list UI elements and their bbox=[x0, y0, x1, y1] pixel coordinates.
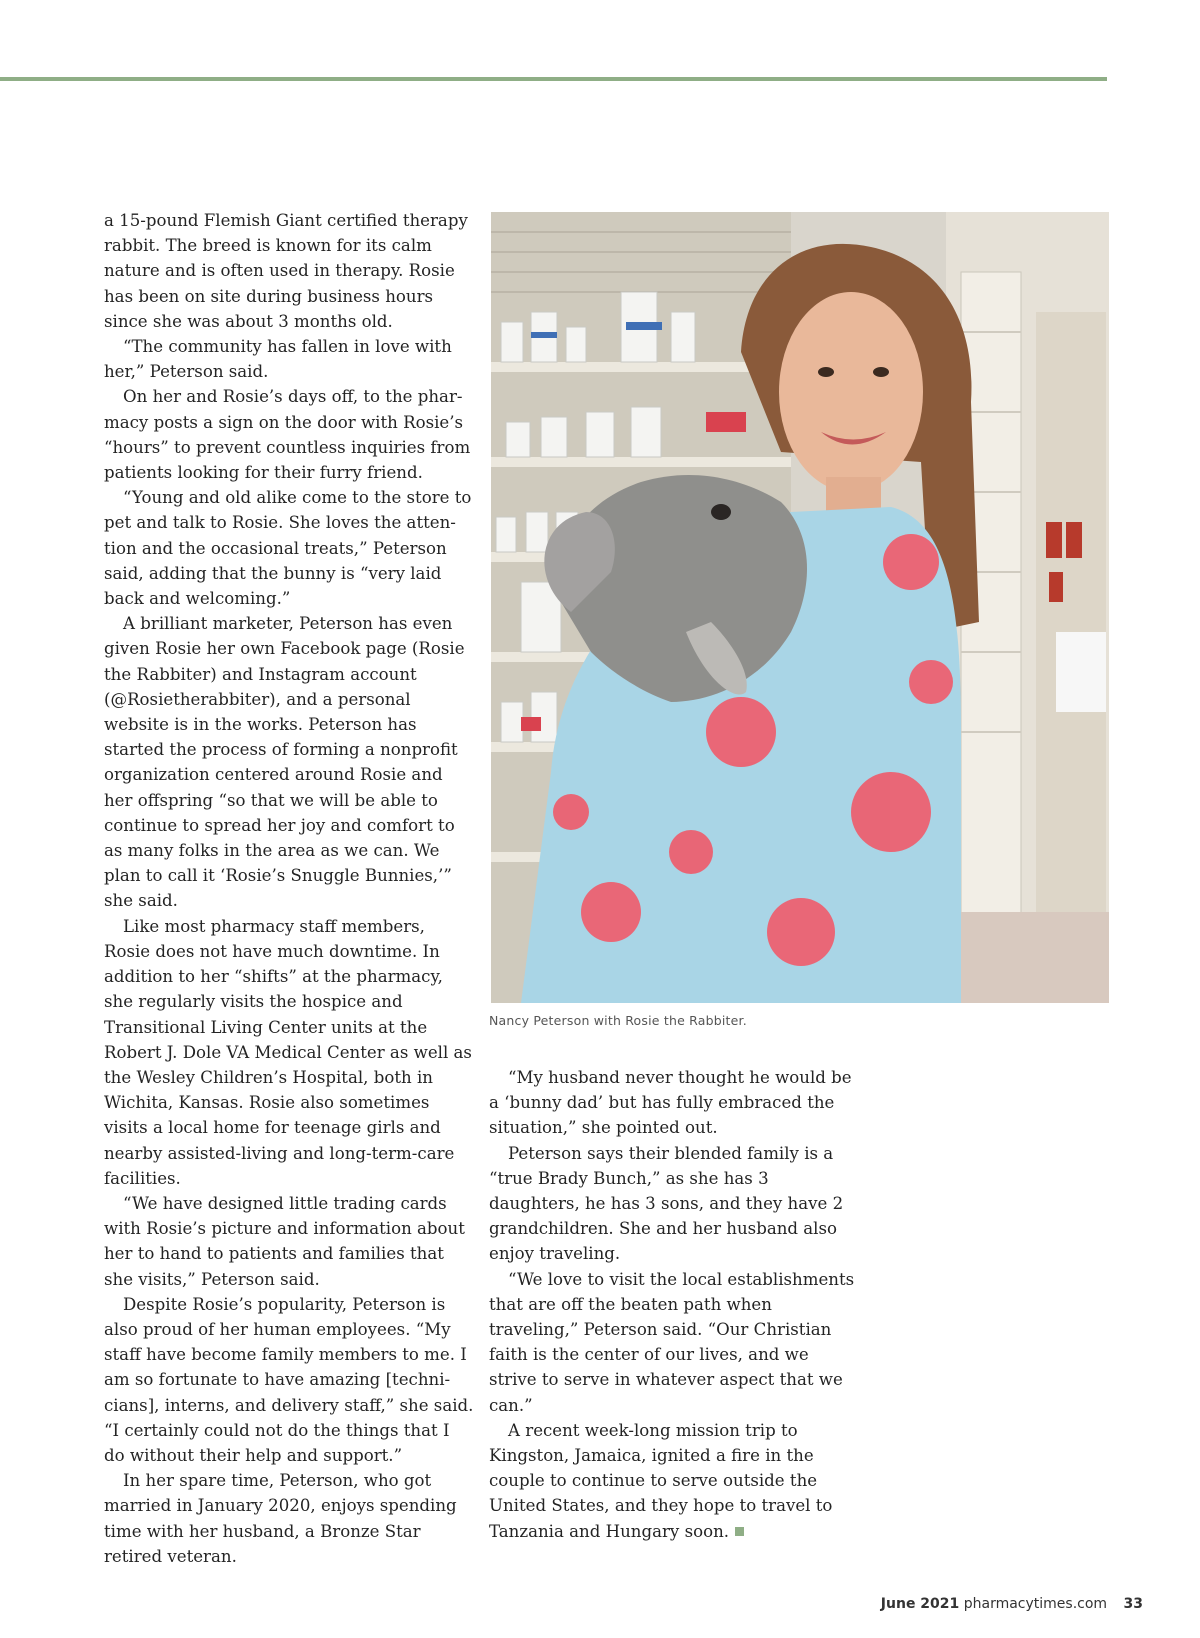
top-rule bbox=[0, 77, 1107, 81]
paragraph: Like most pharmacy staff members, Rosie does not have much downtime. In addition to her “shifts” at the pharmacy, she regularly visits the hospice and Transitional Living Center units at the Robert J. Dole VA Medical Center as well as the Wesley Children’s Hospital, both in Wichita, Kansas. Rosie also sometimes visits a local home for teenage girls and nearby assisted-living and long-term-care facilities. bbox=[104, 916, 472, 1188]
issue-date: June 2021 bbox=[880, 1596, 960, 1612]
paragraph: “We have designed little trading cards with Rosie’s picture and information about her to hand to patients and families that she visits,” Peterson said. bbox=[104, 1193, 465, 1289]
page-number: 33 bbox=[1123, 1596, 1143, 1612]
paragraph: “The community has fallen in love with her,” Peterson said. bbox=[104, 337, 452, 382]
paragraph bbox=[489, 1418, 859, 1544]
article-column-right bbox=[489, 1065, 859, 1544]
site-name: pharmacytimes.com bbox=[963, 1596, 1108, 1612]
end-mark-icon bbox=[735, 1527, 744, 1536]
paragraph: “We love to visit the local establishments that are off the beaten path when traveling,” Peterson said. “Our Christian faith is the center of our lives, and we strive to serve in whatever aspect that we can.” bbox=[489, 1269, 855, 1415]
page-footer bbox=[881, 1596, 1143, 1612]
paragraph: “Young and old alike come to the store to pet and talk to Rosie. She loves the attention and the occasional treats,” Peterson said, adding that the bunny is “very laid back and welcoming.” bbox=[104, 488, 472, 609]
photo-caption: Nancy Peterson with Rosie the Rabbiter. bbox=[489, 1013, 747, 1028]
paragraph: a 15-pound Flemish Giant certified therapy rabbit. The breed is known for its calm nature and is often used in therapy. Rosie has been on site during business hours since she was about 3 months old. bbox=[104, 211, 468, 331]
paragraph: On her and Rosie’s days off, to the pharmacy posts a sign on the door with Rosie’s “hours” to prevent countless inquiries from patients looking for their furry friend. bbox=[104, 387, 471, 483]
paragraph-text: A recent week-long mission trip to Kingston, Jamaica, ignited a fire in the couple to continue to serve outside the United States, and they hope to travel to Tanzania and Hungary soon. bbox=[489, 1420, 833, 1541]
paragraph: In her spare time, Peterson, who got married in January 2020, enjoys spending time with her husband, a Bronze Star retired veteran. bbox=[104, 1471, 457, 1566]
article-column-left bbox=[104, 208, 474, 1569]
paragraph: A brilliant marketer, Peterson has even given Rosie her own Facebook page (Rosie the Rabbiter) and Instagram account (@Rosietherabbiter), and a personal website is in the works. Peterson has started the process of forming a nonprofit organization centered around Rosie and her offspring “so that we will be able to continue to spread her joy and comfort to as many folks in the area as we can. We plan to call it ‘Rosie’s Snuggle Bunnies,’” she said. bbox=[104, 614, 465, 911]
paragraph: “My husband never thought he would be a ‘bunny dad’ but has fully embraced the situation,” she pointed out. bbox=[489, 1068, 852, 1138]
paragraph: Peterson says their blended family is a “true Brady Bunch,” as she has 3 daughters, he has 3 sons, and they have 2 grandchildren. She and her husband also enjoy traveling. bbox=[489, 1143, 844, 1264]
article-photo bbox=[491, 212, 1109, 1003]
paragraph: Despite Rosie’s popularity, Peterson is also proud of her human employees. “My staff have become family members to me. I am so fortunate to have amazing [technicians], interns, and delivery staff,” she said. “I certainly could not do the things that I do without their help and support.” bbox=[104, 1294, 474, 1465]
